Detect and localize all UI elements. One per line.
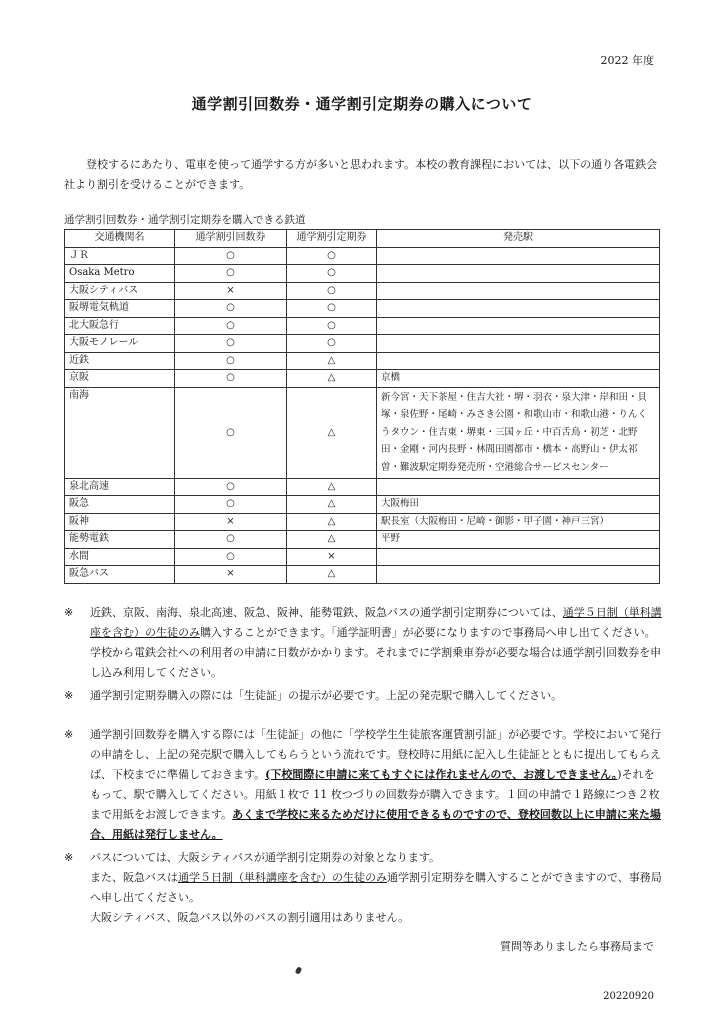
station-cell: 駅長室（大阪梅田・尼崎・御影・甲子園・神戸三宮） (377, 513, 660, 531)
teikiken-cell: △ (287, 531, 377, 549)
station-cell (377, 478, 660, 496)
teikiken-cell: △ (287, 566, 377, 584)
station-cell (377, 317, 660, 335)
table-caption: 通学割引回数券・通学割引定期券を購入できる鉄道 (64, 214, 306, 226)
station-cell (377, 300, 660, 318)
header-kaisuken: 通学割引回数券 (175, 230, 287, 248)
note-mark: ※ (64, 689, 74, 702)
company-name-cell: 近鉄 (65, 352, 175, 370)
station-cell (377, 548, 660, 566)
company-name-cell: ＪＲ (65, 247, 175, 265)
table-row (65, 300, 660, 318)
note-4-line-2b: 通学５日制（単科講座を含む）の生徒のみ (178, 871, 387, 884)
teikiken-cell: ○ (287, 317, 377, 335)
station-cell (377, 265, 660, 283)
kaisuken-cell: ○ (175, 548, 287, 566)
company-name-cell: 阪神 (65, 513, 175, 531)
note-4-line-2a: また、阪急バスは (90, 871, 178, 884)
teikiken-cell: ○ (287, 247, 377, 265)
company-name-cell: 水間 (65, 548, 175, 566)
table-row (65, 335, 660, 353)
teikiken-cell: ○ (287, 335, 377, 353)
teikiken-cell: △ (287, 370, 377, 388)
header-station: 発売駅 (377, 230, 660, 248)
company-name-cell: 阪急 (65, 496, 175, 514)
page-title: 通学割引回数券・通学割引定期券の購入について (191, 95, 533, 113)
note-4-line-2c: 通学割引定期券を購入することができますので、事務局へ申し出てください。 (90, 871, 662, 904)
company-name-cell: 泉北高速 (65, 478, 175, 496)
station-cell (377, 335, 660, 353)
table-row (65, 247, 660, 265)
scan-speck (295, 966, 303, 975)
station-cell: 新今宮・天下茶屋・住吉大社・堺・羽衣・泉大津・岸和田・貝塚・泉佐野・尾崎・みさき公園・和歌山市・和歌山港・りんくうタウン・住吉東・堺東・三国ヶ丘・中百舌鳥・初芝・北野田・金剛・河内長野・林間田園都市・橋本・高野山・伊太祁曽・難波駅定期券発売所・空港総合サービスセンター (377, 387, 660, 478)
table-header-row (65, 230, 660, 248)
station-cell: 大阪梅田 (377, 496, 660, 514)
note-1-text-c: 購入することができます。「通学証明書」が必要になりますので事務局へ申し出てください。学校から電鉄会社への利用者の申請に日数がかかります。それまでに学割乗車券が必要な場合は通学割引回数券を申し込み利用してください。 (90, 626, 662, 679)
kaisuken-cell: ○ (175, 387, 287, 478)
kaisuken-cell: ○ (175, 317, 287, 335)
station-cell (377, 352, 660, 370)
kaisuken-cell: × (175, 282, 287, 300)
table-row (65, 265, 660, 283)
note-3-text-a: 通学割引回数券を購入する際には「生徒証」の他に「学校学生生徒旅客運賃割引証」が必要です。学校において発行の申請をし、上記の発売駅で購入してもらうという流れです。登校時に用紙に記入し生徒証とともに提出してもらえば、下校までに準備しておきます。 (90, 728, 662, 781)
company-name-cell: 阪急バス (65, 566, 175, 584)
teikiken-cell: △ (287, 478, 377, 496)
kaisuken-cell: ○ (175, 370, 287, 388)
note-mark: ※ (64, 606, 74, 619)
kaisuken-cell: ○ (175, 496, 287, 514)
kaisuken-cell: ○ (175, 531, 287, 549)
table-row (65, 352, 660, 370)
note-2-text: 通学割引定期券購入の際には「生徒証」の提示が必要です。上記の発売駅で購入してください。 (90, 689, 563, 702)
header-teikiken: 通学割引定期券 (287, 230, 377, 248)
kaisuken-cell: ○ (175, 300, 287, 318)
railway-table (64, 229, 660, 584)
note-mark: ※ (64, 728, 74, 741)
kaisuken-cell: ○ (175, 247, 287, 265)
note-1 (64, 603, 664, 683)
company-name-cell: 南海 (65, 387, 175, 478)
note-4 (64, 848, 664, 928)
station-cell: 平野 (377, 531, 660, 549)
teikiken-cell: ○ (287, 300, 377, 318)
company-name-cell: 大阪シティバス (65, 282, 175, 300)
table-row (65, 282, 660, 300)
note-3-text-b: (下校間際に申請に来てもすぐには作れませんので、お渡しできません。 (265, 768, 618, 781)
teikiken-cell: × (287, 548, 377, 566)
note-3 (64, 725, 664, 845)
company-name-cell: 京阪 (65, 370, 175, 388)
teikiken-cell: ○ (287, 265, 377, 283)
table-row (65, 478, 660, 496)
teikiken-cell: △ (287, 513, 377, 531)
kaisuken-cell: ○ (175, 352, 287, 370)
kaisuken-cell: ○ (175, 478, 287, 496)
teikiken-cell: ○ (287, 282, 377, 300)
station-cell: 京橋 (377, 370, 660, 388)
company-name-cell: 阪堺電気軌道 (65, 300, 175, 318)
station-cell (377, 566, 660, 584)
station-cell (377, 247, 660, 265)
company-name-cell: Osaka Metro (65, 265, 175, 283)
table-row (65, 513, 660, 531)
kaisuken-cell: × (175, 566, 287, 584)
note-4-line-1: バスについては、大阪シティバスが通学割引定期券の対象となります。 (90, 851, 441, 864)
note-mark: ※ (64, 851, 74, 864)
document-number: 20220920 (603, 991, 654, 1002)
table-row (65, 496, 660, 514)
note-3-text-c: )それをもって、駅で購入してください。用紙１枚で 11 枚つづりの回数券が購入できます。１回の申請で１路線につき２枚まで用紙をお渡しできます。 (90, 768, 660, 821)
table-row (65, 317, 660, 335)
year-label: 2022 年度 (600, 54, 654, 67)
station-cell (377, 282, 660, 300)
note-1-text-a: 近鉄、京阪、南海、泉北高速、阪急、阪神、能勢電鉄、阪急バスの通学割引定期券については、 (90, 606, 563, 619)
kaisuken-cell: ○ (175, 265, 287, 283)
kaisuken-cell: ○ (175, 335, 287, 353)
company-name-cell: 大阪モノレール (65, 335, 175, 353)
table-row (65, 531, 660, 549)
teikiken-cell: △ (287, 496, 377, 514)
table-row (65, 387, 660, 478)
note-2 (64, 686, 664, 706)
table-row (65, 566, 660, 584)
header-company: 交通機関名 (65, 230, 175, 248)
note-3-text-d: あくまで学校に来るためだけに使用できるものですので、登校回数以上に申請に来た場合、用紙は発行しません。 (90, 808, 661, 841)
kaisuken-cell: × (175, 513, 287, 531)
intro-text: 登校するにあたり、電車を使って通学する方が多いと思われます。本校の教育課程においては、以下の通り各電鉄会社より割引を受けることができます。 (64, 158, 658, 191)
teikiken-cell: △ (287, 387, 377, 478)
intro-paragraph (64, 155, 664, 195)
note-4-line-3: 大阪シティバス、阪急バス以外のバスの割引適用はありません。 (90, 911, 410, 924)
table-row (65, 548, 660, 566)
company-name-cell: 北大阪急行 (65, 317, 175, 335)
note-1-text-b: 通学５日制（単科講座を含む）の生徒のみ (90, 606, 662, 639)
table-row (65, 370, 660, 388)
contact-footer: 質問等ありましたら事務局まで (500, 940, 654, 953)
teikiken-cell: △ (287, 352, 377, 370)
company-name-cell: 能勢電鉄 (65, 531, 175, 549)
